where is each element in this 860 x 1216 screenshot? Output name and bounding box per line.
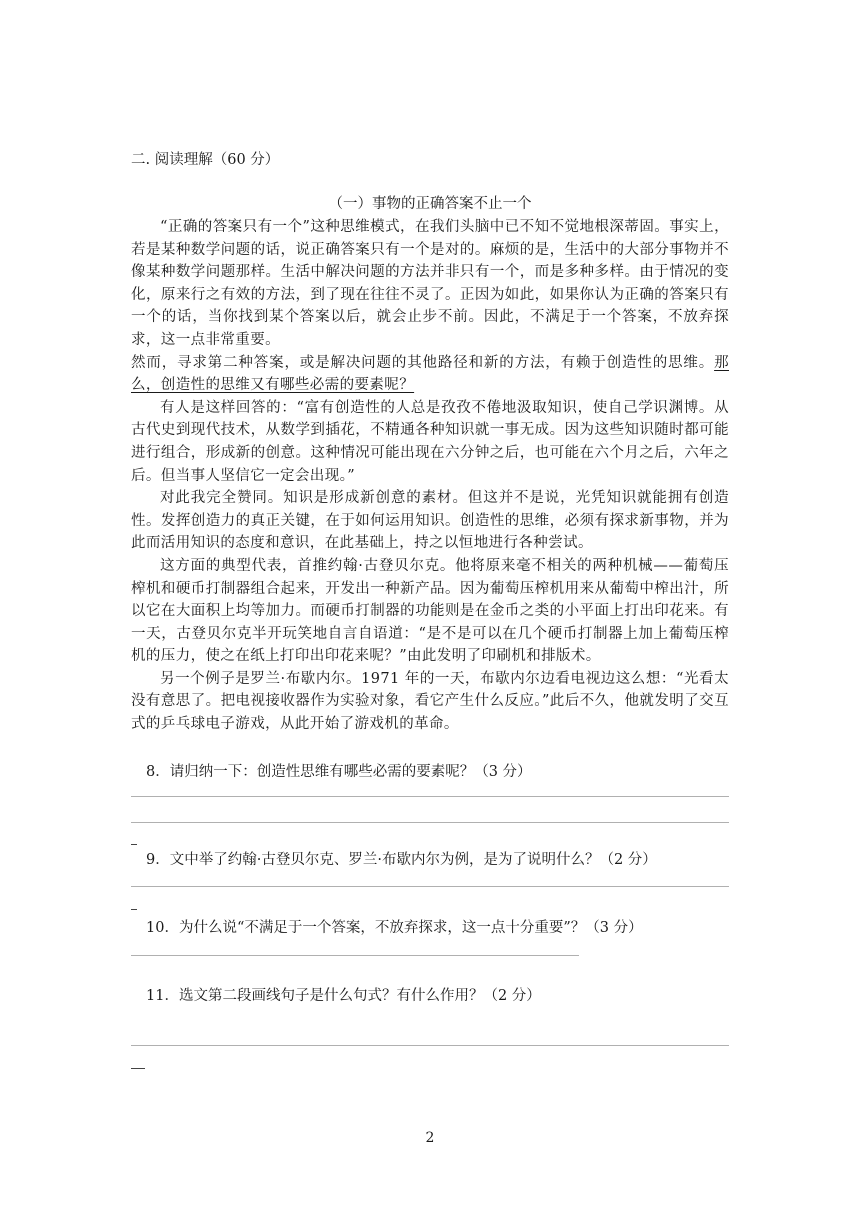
answer-line[interactable]: [131, 822, 729, 823]
answer-line-end: [131, 909, 137, 910]
article-body: [131, 216, 729, 736]
page-number: 2: [425, 1130, 435, 1146]
answer-line-end: [131, 844, 137, 845]
section-title: 二. 阅读理解（60 分）: [131, 152, 280, 168]
paragraph-1: “正确的答案只有一个”这种思维模式，在我们头脑中已不知不觉地根深蒂固。事实上，若是某种数学问题的话，说正确答案只有一个是对的。麻烦的是，生活中的大部分事物并不像某种数学问题那样。生活中解决问题的方法并非只有一个，而是多种多样。由于情况的变化，原来行之有效的方法，到了现在往往不灵了。正因为如此，如果你认为正确的答案只有一个的话，当你找到某个答案以后，就会止步不前。因此，不满足于一个答案，不放弃探求，这一点非常重要。: [131, 219, 729, 348]
paragraph-2: [131, 352, 729, 397]
paragraph-4: 对此我完全赞同。知识是形成新创意的素材。但这并不是说，光凭知识就能拥有创造性。发挥创造力的真正关键，在于如何运用知识。创造性的思维，必须有探求新事物，并为此而活用知识的态度和意识，在此基础上，持之以恒地进行各种尝试。: [131, 490, 729, 552]
question-9: 9．文中举了约翰·古登贝尔克、罗兰·布歇内尔为例，是为了说明什么？（2 分）: [146, 852, 657, 868]
paragraph-5: 这方面的典型代表，首推约翰·古登贝尔克。他将原来毫不相关的两种机械——葡萄压榨机和硬币打制器组合起来，开发出一种新产品。因为葡萄压榨机用来从葡萄中榨出汁，所以它在大面积上均等加力。而硬币打制器的功能则是在金币之类的小平面上打出印花来。有一天，古登贝尔克半开玩笑地自言自语道：“是不是可以在几个硬币打制器上加上葡萄压榨机的压力，使之在纸上打印出印花来呢？”由此发明了印刷机和排版术。: [131, 557, 729, 665]
answer-line[interactable]: [131, 1045, 729, 1046]
question-10: 10．为什么说“不满足于一个答案，不放弃探求，这一点十分重要”？（3 分）: [146, 920, 643, 936]
answer-line-end: [131, 1068, 145, 1069]
question-11: 11．选文第二段画线句子是什么句式？有什么作用？（2 分）: [146, 988, 541, 1004]
question-8: 8．请归纳一下：创造性思维有哪些必需的要素呢？（3 分）: [146, 764, 532, 780]
paragraph-3: 有人是这样回答的：“富有创造性的人总是孜孜不倦地汲取知识，使自己学识渊博。从古代史到现代技术，从数学到插花，不精通各种知识就一事无成。因为这些知识随时都可能进行组合，形成新的创意。这种情况可能出现在六分钟之后，也可能在六个月之后，六年之后。但当事人坚信它一定会出现。”: [131, 399, 729, 484]
answer-line[interactable]: [131, 796, 729, 797]
paragraph-2-text: 然而，寻求第二种答案，或是解决问题的其他路径和新的方法，有赖于创造性的思维。: [131, 354, 715, 371]
answer-line[interactable]: [131, 886, 729, 887]
answer-line[interactable]: [131, 955, 579, 956]
paragraph-6: 另一个例子是罗兰·布歇内尔。1971 年的一天，布歇内尔边看电视边这么想：“光看太没有意思了。把电视接收器作为实验对象，看它产生什么反应。”此后不久，他就发明了交互式的乒乓球电子游戏，从此开始了游戏机的革命。: [131, 670, 729, 733]
article-title: （一）事物的正确答案不止一个: [328, 196, 532, 212]
underlined-sentence: 那么，创造性的思维又有哪些必需的要素呢？: [131, 354, 729, 394]
